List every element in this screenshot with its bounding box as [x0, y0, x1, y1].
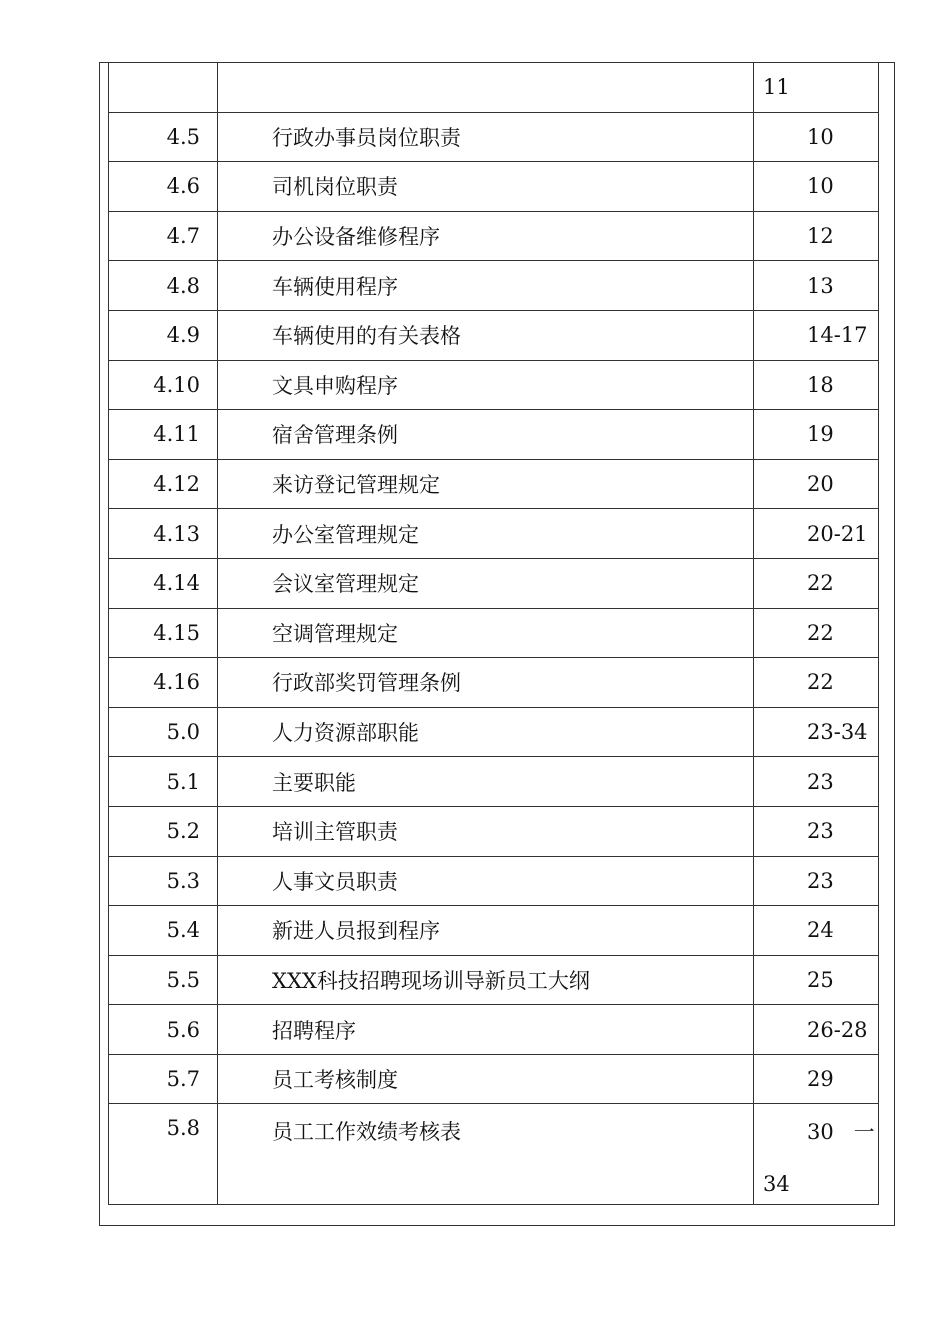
toc-num: 4.14: [109, 558, 218, 608]
toc-num: 4.8: [109, 261, 218, 311]
toc-title[interactable]: 行政办事员岗位职责: [218, 112, 754, 162]
toc-page: 20-21: [754, 509, 879, 559]
toc-title[interactable]: 员工考核制度: [218, 1054, 754, 1104]
toc-title[interactable]: 文具申购程序: [218, 360, 754, 410]
toc-title[interactable]: 新进人员报到程序: [218, 906, 754, 956]
toc-num: 5.6: [109, 1005, 218, 1055]
toc-row-last: [109, 1104, 879, 1205]
toc-row: [109, 310, 879, 360]
toc-page: 25: [754, 955, 879, 1005]
toc-row: [109, 211, 879, 261]
toc-row: [109, 360, 879, 410]
toc-title[interactable]: 司机岗位职责: [218, 162, 754, 212]
toc-row: [109, 608, 879, 658]
toc-page-cell: 11: [754, 63, 879, 113]
toc-num: 5.7: [109, 1054, 218, 1104]
toc-row: [109, 707, 879, 757]
toc-page: 24: [754, 906, 879, 956]
toc-title[interactable]: 办公设备维修程序: [218, 211, 754, 261]
toc-num: 5.1: [109, 757, 218, 807]
toc-page: 23: [754, 856, 879, 906]
toc-title[interactable]: XXX科技招聘现场训导新员工大纲: [218, 955, 754, 1005]
toc-page: 19: [754, 410, 879, 460]
toc-title[interactable]: 人事文员职责: [218, 856, 754, 906]
toc-num: 4.13: [109, 509, 218, 559]
toc-num: 5.4: [109, 906, 218, 956]
toc-num: 4.6: [109, 162, 218, 212]
toc-title-cell: [218, 63, 754, 113]
toc-num: 4.7: [109, 211, 218, 261]
toc-num: 4.11: [109, 410, 218, 460]
toc-page: 22: [754, 608, 879, 658]
toc-page: 23: [754, 806, 879, 856]
toc-page: 10: [754, 162, 879, 212]
toc-page-end: 34: [763, 1172, 790, 1197]
toc-page: [754, 1104, 879, 1205]
toc-table: [108, 62, 879, 1205]
toc-num: 5.5: [109, 955, 218, 1005]
toc-title[interactable]: 宿舍管理条例: [218, 410, 754, 460]
toc-page: 22: [754, 558, 879, 608]
toc-page: 20: [754, 459, 879, 509]
toc-num: 5.2: [109, 806, 218, 856]
toc-page: 18: [754, 360, 879, 410]
toc-page: 23: [754, 757, 879, 807]
toc-row: [109, 1005, 879, 1055]
toc-page: 12: [754, 211, 879, 261]
toc-row: [109, 757, 879, 807]
toc-page-dash: 一: [853, 1120, 875, 1145]
toc-num: 4.9: [109, 310, 218, 360]
toc-title[interactable]: 培训主管职责: [218, 806, 754, 856]
toc-row: [109, 955, 879, 1005]
toc-title[interactable]: 车辆使用的有关表格: [218, 310, 754, 360]
toc-title[interactable]: 来访登记管理规定: [218, 459, 754, 509]
toc-title[interactable]: 员工工作效绩考核表: [218, 1104, 754, 1205]
toc-num: 5.8: [109, 1104, 218, 1205]
toc-row: [109, 558, 879, 608]
toc-num-cell: [109, 63, 218, 113]
toc-row: [109, 658, 879, 708]
toc-row: [109, 906, 879, 956]
toc-row-continued: [109, 63, 879, 113]
toc-row: [109, 806, 879, 856]
toc-num: 4.12: [109, 459, 218, 509]
toc-page: 13: [754, 261, 879, 311]
toc-page: 29: [754, 1054, 879, 1104]
toc-page: 14-17: [754, 310, 879, 360]
toc-page: 10: [754, 112, 879, 162]
toc-page: 22: [754, 658, 879, 708]
toc-num: 4.5: [109, 112, 218, 162]
toc-title[interactable]: 主要职能: [218, 757, 754, 807]
toc-title[interactable]: 招聘程序: [218, 1005, 754, 1055]
toc-row: [109, 459, 879, 509]
toc-row: [109, 162, 879, 212]
toc-row: [109, 410, 879, 460]
toc-row: [109, 509, 879, 559]
toc-num: 4.10: [109, 360, 218, 410]
toc-num: 5.3: [109, 856, 218, 906]
toc-row: [109, 261, 879, 311]
toc-page: 26-28: [754, 1005, 879, 1055]
toc-title[interactable]: 车辆使用程序: [218, 261, 754, 311]
toc-page: 23-34: [754, 707, 879, 757]
toc-row: [109, 1054, 879, 1104]
toc-num: 4.15: [109, 608, 218, 658]
toc-title[interactable]: 人力资源部职能: [218, 707, 754, 757]
toc-title[interactable]: 会议室管理规定: [218, 558, 754, 608]
toc-title[interactable]: 行政部奖罚管理条例: [218, 658, 754, 708]
toc-num: 4.16: [109, 658, 218, 708]
toc-row: [109, 112, 879, 162]
toc-num: 5.0: [109, 707, 218, 757]
toc-title[interactable]: 办公室管理规定: [218, 509, 754, 559]
toc-page-start: 30: [807, 1120, 834, 1145]
toc-row: [109, 856, 879, 906]
toc-title[interactable]: 空调管理规定: [218, 608, 754, 658]
